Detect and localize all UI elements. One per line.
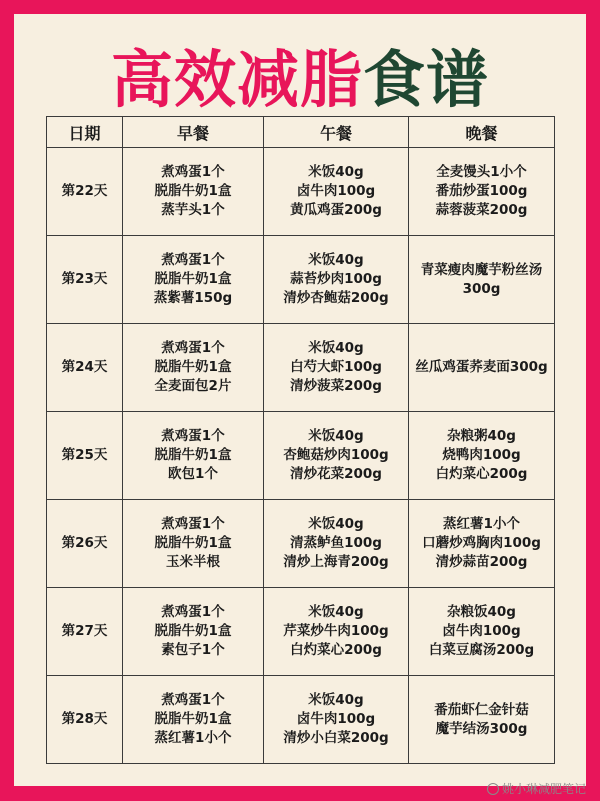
header-dinner: 晚餐 [409, 117, 555, 148]
dinner-cell [409, 588, 555, 676]
lunch-item: 米饭40g [308, 164, 364, 180]
breakfast-item: 脱脂牛奶1盒 [154, 183, 232, 199]
lunch-cell [264, 148, 409, 236]
lunch-item: 米饭40g [308, 340, 364, 356]
weibo-logo-icon [487, 783, 499, 795]
page-title [14, 40, 586, 120]
lunch-item: 清炒杏鲍菇200g [283, 290, 389, 306]
lunch-item: 卤牛肉100g [296, 183, 376, 199]
day-cell: 第27天 [47, 588, 123, 676]
dinner-item: 蒸红薯1小个 [443, 516, 520, 532]
meal-plan-table [46, 116, 555, 764]
lunch-cell [264, 588, 409, 676]
title-part-dark: 食谱 [363, 43, 490, 116]
lunch-item: 清蒸鲈鱼100g [290, 535, 382, 551]
lunch-item: 黄瓜鸡蛋200g [290, 202, 382, 218]
lunch-item: 米饭40g [308, 692, 364, 708]
table-row [47, 412, 555, 500]
day-cell: 第26天 [47, 500, 123, 588]
lunch-cell [264, 500, 409, 588]
dinner-cell [409, 500, 555, 588]
breakfast-cell [123, 500, 264, 588]
table-header-row [47, 117, 555, 148]
lunch-item: 米饭40g [308, 252, 364, 268]
breakfast-item: 煮鸡蛋1个 [161, 164, 225, 180]
breakfast-item: 全麦面包2片 [154, 378, 232, 394]
dinner-item: 口蘑炒鸡胸肉100g [422, 535, 541, 551]
lunch-item: 米饭40g [308, 516, 364, 532]
table-row [47, 148, 555, 236]
lunch-cell [264, 676, 409, 764]
lunch-item: 清炒小白菜200g [283, 730, 389, 746]
breakfast-item: 素包子1个 [161, 642, 225, 658]
breakfast-item: 脱脂牛奶1盒 [154, 359, 232, 375]
dinner-item: 白灼菜心200g [435, 466, 528, 482]
breakfast-cell [123, 412, 264, 500]
breakfast-item: 脱脂牛奶1盒 [154, 623, 232, 639]
breakfast-cell [123, 324, 264, 412]
title-part-red: 高效减脂 [110, 43, 363, 116]
breakfast-item: 蒸芋头1个 [161, 202, 225, 218]
breakfast-cell [123, 236, 264, 324]
lunch-item: 米饭40g [308, 428, 364, 444]
dinner-cell [409, 236, 555, 324]
watermark [487, 780, 586, 797]
dinner-item: 烧鸭肉100g [442, 447, 521, 463]
dinner-item: 魔芋结汤300g [435, 720, 528, 737]
breakfast-item: 煮鸡蛋1个 [161, 428, 225, 444]
table-row [47, 676, 555, 764]
table-row [47, 324, 555, 412]
content-card [14, 14, 586, 786]
day-cell: 第28天 [47, 676, 123, 764]
dinner-item: 全麦馒头1小个 [436, 164, 527, 180]
breakfast-cell [123, 588, 264, 676]
table-row [47, 500, 555, 588]
lunch-item: 卤牛肉100g [296, 711, 376, 727]
dinner-item: 番茄炒蛋100g [435, 183, 528, 199]
dinner-cell [409, 324, 555, 412]
dinner-item: 蒜蓉菠菜200g [435, 202, 528, 218]
lunch-item: 蒜苔炒肉100g [290, 271, 382, 287]
breakfast-item: 蒸紫薯150g [153, 290, 233, 306]
header-breakfast: 早餐 [123, 117, 264, 148]
day-cell: 第22天 [47, 148, 123, 236]
dinner-item: 杂粮饭40g [447, 604, 516, 620]
breakfast-item: 脱脂牛奶1盒 [154, 271, 232, 287]
breakfast-item: 煮鸡蛋1个 [161, 516, 225, 532]
lunch-item: 米饭40g [308, 604, 364, 620]
lunch-item: 杏鲍菇炒肉100g [283, 447, 389, 463]
dinner-cell [409, 148, 555, 236]
breakfast-item: 脱脂牛奶1盒 [154, 447, 232, 463]
dinner-item: 清炒蒜苗200g [435, 554, 528, 570]
breakfast-cell [123, 676, 264, 764]
breakfast-cell [123, 148, 264, 236]
dinner-item: 丝瓜鸡蛋荞麦面300g [415, 359, 548, 375]
breakfast-item: 欧包1个 [168, 466, 218, 482]
dinner-cell [409, 676, 555, 764]
day-cell: 第24天 [47, 324, 123, 412]
breakfast-item: 煮鸡蛋1个 [161, 340, 225, 356]
dinner-item: 卤牛肉100g [442, 623, 521, 639]
header-date: 日期 [47, 117, 123, 148]
dinner-item: 青菜瘦肉魔芋粉丝汤 [420, 261, 543, 278]
dinner-item: 白菜豆腐汤200g [428, 642, 535, 658]
table-row [47, 588, 555, 676]
lunch-item: 清炒花菜200g [290, 466, 382, 482]
lunch-cell [264, 236, 409, 324]
dinner-item: 番茄虾仁金针菇 [434, 701, 529, 718]
watermark-text: 姚小琳减肥笔记 [501, 782, 586, 796]
breakfast-item: 煮鸡蛋1个 [161, 604, 225, 620]
dinner-item: 杂粮粥40g [447, 428, 516, 444]
breakfast-item: 脱脂牛奶1盒 [154, 535, 232, 551]
lunch-item: 白灼菜心200g [290, 642, 382, 658]
lunch-cell [264, 324, 409, 412]
lunch-item: 清炒上海青200g [283, 554, 389, 570]
breakfast-item: 蒸红薯1小个 [154, 730, 232, 746]
day-cell: 第23天 [47, 236, 123, 324]
dinner-item: 300g [462, 280, 501, 297]
lunch-cell [264, 412, 409, 500]
lunch-item: 白芍大虾100g [290, 359, 382, 375]
lunch-item: 芹菜炒牛肉100g [283, 623, 389, 639]
header-lunch: 午餐 [264, 117, 409, 148]
lunch-item: 清炒菠菜200g [290, 378, 382, 394]
breakfast-item: 玉米半根 [166, 554, 220, 570]
day-cell: 第25天 [47, 412, 123, 500]
dinner-cell [409, 412, 555, 500]
breakfast-item: 煮鸡蛋1个 [161, 252, 225, 268]
breakfast-item: 煮鸡蛋1个 [161, 692, 225, 708]
table-body [47, 148, 555, 764]
table-row [47, 236, 555, 324]
breakfast-item: 脱脂牛奶1盒 [154, 711, 232, 727]
